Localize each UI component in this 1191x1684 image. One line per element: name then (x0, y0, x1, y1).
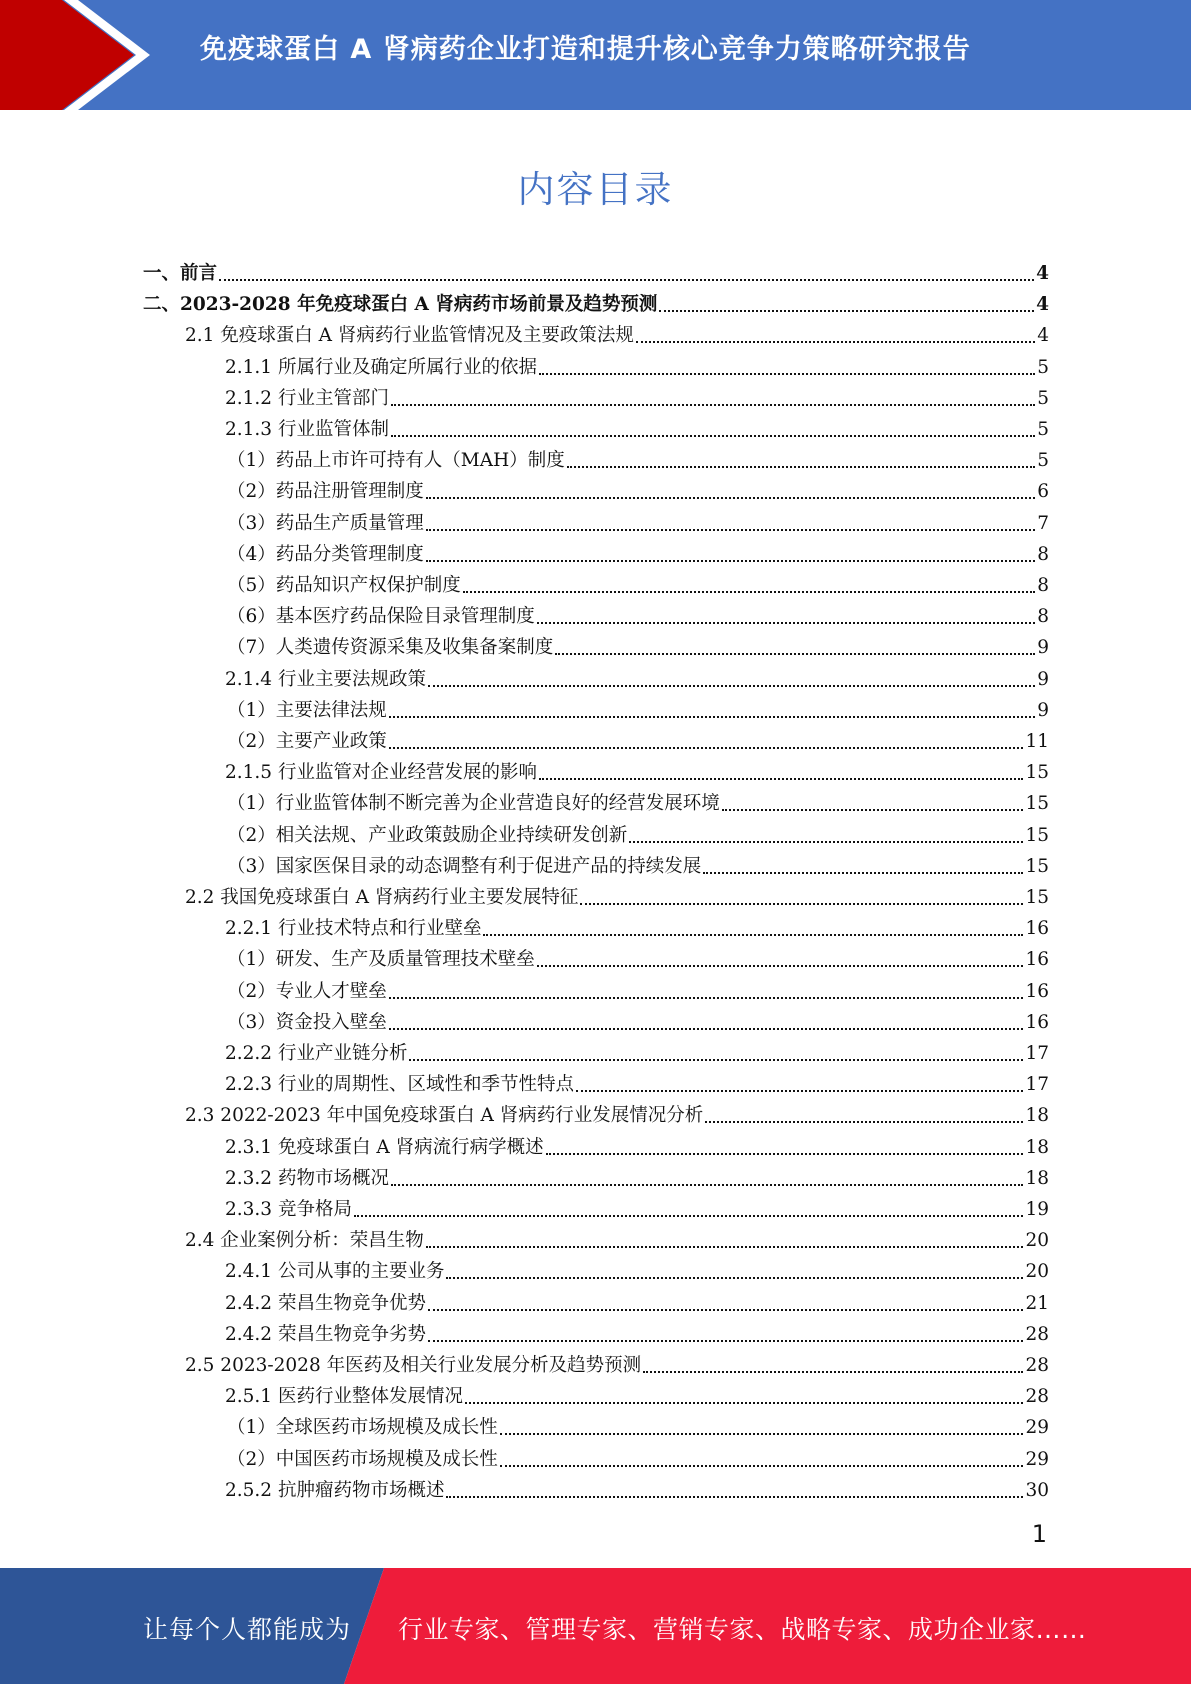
toc-entry-page: 9 (1037, 699, 1049, 721)
toc-entry-label: （2）药品注册管理制度 (227, 481, 424, 503)
toc-entry-label: （1）药品上市许可持有人（MAH）制度 (227, 450, 565, 472)
toc-entry[interactable] (227, 629, 1049, 660)
toc-entry-page: 4 (1037, 325, 1049, 347)
toc-entry-label: 2.3.1 免疫球蛋白 A 肾病流行病学概述 (225, 1136, 544, 1158)
toc-dot-leader (629, 840, 1023, 843)
toc-entry-page: 15 (1025, 793, 1049, 815)
toc-dot-leader (446, 1495, 1023, 1498)
toc-entry-page: 11 (1025, 731, 1049, 752)
toc-entry-page: 8 (1037, 606, 1049, 628)
toc-dot-leader (537, 964, 1024, 967)
toc-entry-page: 17 (1025, 1074, 1049, 1096)
toc-entry[interactable] (225, 1285, 1049, 1316)
toc-entry-label: （2）主要产业政策 (227, 731, 387, 752)
toc-entry-page: 9 (1037, 637, 1049, 659)
toc-entry-page: 19 (1025, 1199, 1049, 1220)
toc-entry-label: 2.2.2 行业产业链分析 (225, 1043, 408, 1064)
toc-dot-leader (446, 1276, 1023, 1279)
toc-entry-label: （3）国家医保目录的动态调整有利于促进产品的持续发展 (227, 855, 702, 877)
toc-entry-label: （3）资金投入壁垒 (227, 1011, 387, 1033)
toc-entry-label: 2.2.3 行业的周期性、区域性和季节性特点 (225, 1074, 574, 1096)
toc-entry[interactable] (225, 1066, 1049, 1097)
toc-entry-label: 2.4 企业案例分析：荣昌生物 (185, 1230, 424, 1252)
footer-slogan-right: 行业专家、管理专家、营销专家、战略专家、成功企业家…… (398, 1615, 1087, 1644)
header-banner (0, 0, 1191, 110)
toc-dot-leader (636, 340, 1035, 343)
toc-entry-label: 一、前言 (143, 263, 218, 284)
header-arrow-decoration (0, 0, 210, 110)
toc-dot-leader (389, 996, 1024, 999)
toc-entry-label: 2.3.3 竞争格局 (225, 1199, 352, 1220)
toc-entry-label: 2.3 2022-2023 年中国免疫球蛋白 A 肾病药行业发展情况分析 (185, 1105, 704, 1127)
toc-entry[interactable] (185, 317, 1049, 348)
toc-entry[interactable] (227, 1441, 1049, 1472)
toc-entry[interactable] (227, 1004, 1049, 1035)
toc-heading: 内容目录 (517, 168, 674, 211)
toc-entry-label: 2.1.1 所属行业及确定所属行业的依据 (225, 356, 537, 378)
toc-entry-page: 28 (1025, 1386, 1049, 1408)
toc-entry[interactable] (185, 1222, 1049, 1253)
toc-entry-label: 2.1.5 行业监管对企业经营发展的影响 (225, 762, 537, 784)
toc-entry-page: 8 (1037, 543, 1049, 565)
toc-dot-leader (500, 1432, 1024, 1435)
report-title: 免疫球蛋白 A 肾病药企业打造和提升核心竞争力策略研究报告 (200, 34, 971, 65)
toc-dot-leader (409, 1058, 1023, 1061)
toc-entry-label: 2.1.2 行业主管部门 (225, 387, 389, 409)
toc-dot-leader (428, 684, 1035, 687)
toc-entry-page: 5 (1037, 419, 1049, 440)
toc-entry-page: 5 (1037, 450, 1049, 472)
toc-entry-label: （6）基本医疗药品保险目录管理制度 (227, 606, 535, 628)
toc-dot-leader (546, 1152, 1024, 1155)
toc-entry-page: 16 (1025, 918, 1049, 940)
toc-entry[interactable] (227, 598, 1049, 629)
toc-entry[interactable] (225, 1129, 1049, 1160)
toc-entry-label: 2.1.3 行业监管体制 (225, 419, 389, 440)
toc-entry[interactable] (227, 692, 1049, 723)
toc-entry-page: 29 (1025, 1417, 1049, 1439)
toc-dot-leader (465, 1401, 1023, 1404)
toc-entry[interactable] (227, 785, 1049, 816)
toc-entry-label: （1）全球医药市场规模及成长性 (227, 1417, 498, 1439)
toc-dot-leader (389, 1027, 1024, 1030)
toc-entry-label: （1）行业监管体制不断完善为企业营造良好的经营发展环境 (227, 793, 720, 815)
toc-entry-page: 28 (1025, 1323, 1049, 1345)
toc-dot-leader (428, 1339, 1023, 1342)
toc-entry-label: 2.1 免疫球蛋白 A 肾病药行业监管情况及主要政策法规 (185, 325, 634, 347)
toc-entry-page: 18 (1025, 1136, 1049, 1158)
toc-entry[interactable] (227, 567, 1049, 598)
toc-dot-leader (219, 278, 1034, 281)
toc-dot-leader (539, 777, 1023, 780)
toc-dot-leader (389, 746, 1024, 749)
toc-entry-label: （1）主要法律法规 (227, 699, 387, 721)
toc-entry-label: 2.2.1 行业技术特点和行业壁垒 (225, 918, 482, 940)
toc-entry[interactable] (225, 1316, 1049, 1347)
toc-entry-label: 2.4.1 公司从事的主要业务 (225, 1261, 445, 1283)
toc-entry-label: 2.2 我国免疫球蛋白 A 肾病药行业主要发展特征 (185, 887, 579, 908)
toc-entry[interactable] (225, 1253, 1049, 1284)
toc-entry[interactable] (185, 1097, 1049, 1128)
toc-entry[interactable] (225, 349, 1049, 380)
toc-dot-leader (428, 1308, 1023, 1311)
toc-dot-leader (500, 1464, 1024, 1467)
toc-dot-leader (426, 528, 1035, 531)
toc-dot-leader (539, 372, 1035, 375)
toc-entry-label: 二、2023-2028 年免疫球蛋白 A 肾病药市场前景及趋势预测 (143, 294, 658, 316)
toc-entry[interactable] (227, 442, 1049, 473)
toc-entry-page: 17 (1025, 1043, 1049, 1064)
toc-entry-page: 18 (1025, 1105, 1049, 1127)
toc-entry-page: 16 (1025, 980, 1049, 1002)
toc-dot-leader (354, 1214, 1024, 1217)
toc-entry[interactable] (227, 473, 1049, 504)
toc-entry-label: （2）专业人才壁垒 (227, 980, 387, 1002)
toc-dot-leader (537, 621, 1035, 624)
toc-entry[interactable] (225, 380, 1049, 411)
toc-entry-page: 5 (1037, 356, 1049, 378)
toc-entry[interactable] (227, 723, 1049, 754)
toc-entry-label: （3）药品生产质量管理 (227, 512, 424, 534)
toc-entry[interactable] (227, 505, 1049, 536)
footer-slogan-left: 让每个人都能成为 (143, 1615, 352, 1644)
toc-dot-leader (643, 1370, 1023, 1373)
toc-entry[interactable] (225, 754, 1049, 785)
toc-entry-page: 16 (1025, 1011, 1049, 1033)
toc-entry-page: 15 (1025, 762, 1049, 784)
page-number: 1 (1031, 1520, 1047, 1548)
toc-entry[interactable] (225, 411, 1049, 442)
toc-entry-label: （7）人类遗传资源采集及收集备案制度 (227, 637, 554, 659)
toc-dot-leader (576, 1089, 1023, 1092)
toc-entry[interactable] (225, 661, 1049, 692)
toc-dot-leader (391, 403, 1035, 406)
toc-entry[interactable] (225, 1160, 1049, 1191)
toc-dot-leader (426, 559, 1035, 562)
toc-entry-label: （2）相关法规、产业政策鼓励企业持续研发创新 (227, 824, 628, 846)
toc-dot-leader (483, 933, 1023, 936)
toc-entry-page: 7 (1037, 512, 1049, 534)
toc-entry-label: 2.4.2 荣昌生物竞争优势 (225, 1292, 426, 1314)
toc-entry[interactable] (225, 1378, 1049, 1409)
toc-entry-label: 2.5.2 抗肿瘤药物市场概述 (225, 1479, 445, 1501)
toc-entry-page: 6 (1037, 481, 1049, 503)
toc-entry[interactable] (227, 848, 1049, 879)
toc-entry[interactable] (225, 910, 1049, 941)
toc-entry-page: 16 (1025, 949, 1049, 971)
toc-entry[interactable] (185, 879, 1049, 910)
toc-dot-leader (389, 715, 1035, 718)
toc-entry[interactable] (185, 1347, 1049, 1378)
toc-entry-page: 28 (1025, 1355, 1049, 1376)
toc-entry[interactable] (227, 817, 1049, 848)
toc-entry[interactable] (225, 1472, 1049, 1503)
toc-entry-page: 5 (1037, 387, 1049, 409)
toc-entry-page: 15 (1025, 887, 1049, 908)
toc-entry-label: （2）中国医药市场规模及成长性 (227, 1448, 498, 1470)
toc-dot-leader (580, 902, 1023, 905)
toc-entry-label: （4）药品分类管理制度 (227, 543, 424, 565)
toc-entry-page: 18 (1025, 1167, 1049, 1189)
toc-entry-page: 4 (1036, 263, 1049, 284)
toc-entry-label: 2.1.4 行业主要法规政策 (225, 668, 426, 690)
toc-dot-leader (555, 652, 1035, 655)
toc-entry[interactable] (227, 941, 1049, 972)
toc-dot-leader (703, 871, 1023, 874)
toc-entry[interactable] (143, 286, 1049, 317)
toc-dot-leader (705, 1120, 1023, 1123)
toc-entry-page: 20 (1025, 1261, 1049, 1283)
toc-entry-page: 15 (1025, 824, 1049, 846)
toc-dot-leader (463, 590, 1035, 593)
toc-entry-page: 15 (1025, 855, 1049, 877)
toc-entry[interactable] (225, 1191, 1049, 1222)
toc-dot-leader (391, 1183, 1023, 1186)
toc-dot-leader (426, 1245, 1024, 1248)
toc-dot-leader (426, 496, 1035, 499)
footer-banner (0, 1568, 1191, 1684)
toc-entry-page: 4 (1036, 294, 1049, 316)
toc-entry[interactable] (225, 1035, 1049, 1066)
toc-entry-page: 29 (1025, 1448, 1049, 1470)
toc-dot-leader (722, 808, 1024, 811)
toc-dot-leader (659, 309, 1034, 312)
toc-entry[interactable] (227, 1409, 1049, 1440)
toc-entry-page: 20 (1025, 1230, 1049, 1252)
toc-entry[interactable] (227, 973, 1049, 1004)
toc-entry-label: 2.4.2 荣昌生物竞争劣势 (225, 1323, 426, 1345)
toc-entry-page: 30 (1025, 1479, 1049, 1501)
toc-dot-leader (391, 434, 1035, 437)
toc-entry-label: 2.5 2023-2028 年医药及相关行业发展分析及趋势预测 (185, 1355, 642, 1376)
toc-entry-page: 21 (1025, 1292, 1049, 1314)
toc-entry[interactable] (143, 255, 1049, 286)
toc-entry-label: （5）药品知识产权保护制度 (227, 575, 461, 596)
toc-entry-page: 9 (1037, 668, 1049, 690)
toc-dot-leader (567, 465, 1036, 468)
toc-entry-page: 8 (1037, 575, 1049, 596)
toc-entry-label: 2.3.2 药物市场概况 (225, 1167, 389, 1189)
toc-entry-label: （1）研发、生产及质量管理技术壁垒 (227, 949, 535, 971)
toc-entry-label: 2.5.1 医药行业整体发展情况 (225, 1386, 463, 1408)
toc-entry[interactable] (227, 536, 1049, 567)
